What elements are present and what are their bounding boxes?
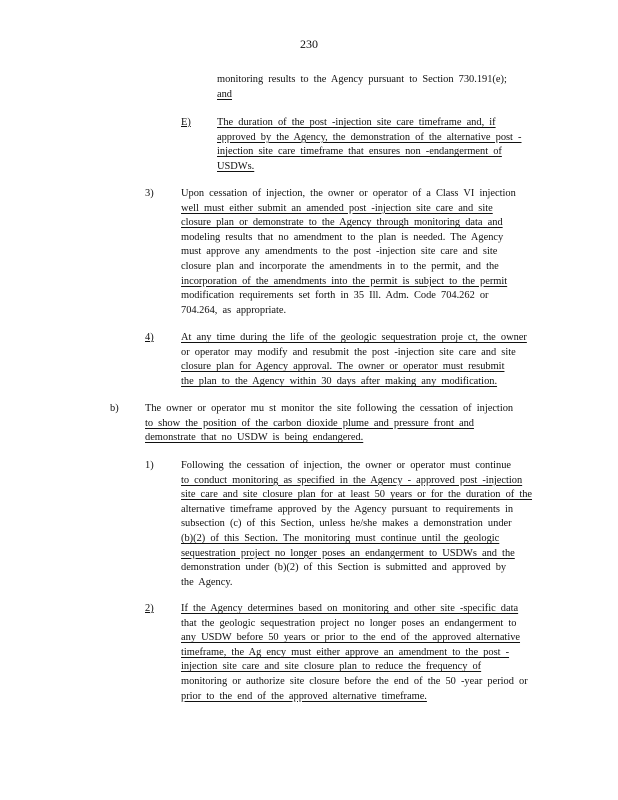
text-line: any USDW before 50 years or prior to the end of the approved alternative [181, 632, 521, 644]
text-line: prior to the end of the approved alternative timeframe. [181, 690, 427, 702]
text-line: demonstration under (b)(2) of this Section is submitted and approved by [181, 562, 507, 574]
item-4-label: 4) [145, 332, 154, 343]
item-3-paragraph [181, 187, 546, 318]
text-line: 704.264, as appropriate. [181, 304, 287, 316]
text-line: At any time during the life of the geologic sequestration proje ct, the owner [181, 332, 527, 343]
text-line: demonstrate that no USDW is being endangered. [145, 432, 364, 444]
item-e-label: E) [181, 117, 191, 128]
text-line: subsection (c) of this Section, unless he/she makes a demonstration under [181, 518, 512, 530]
text-line: If the Agency determines based on monitoring and other site -specific data [181, 603, 519, 614]
text-line: closure plan and incorporate the amendments in to the permit, and the [181, 260, 499, 272]
text-line: well must either submit an amended post -injection site care and site [181, 202, 493, 214]
item-b2-paragraph [181, 602, 546, 704]
text-line: injection site care timeframe that ensures non -endangerment of [217, 146, 502, 158]
text-line: site care and site closure plan for at least 50 years or for the duration of the [181, 489, 533, 501]
text-line: sequestration project no longer poses an endangerment to USDWs and the [181, 547, 515, 559]
text-line: closure plan for Agency approval. The owner or operator must resubmit [181, 361, 505, 373]
item-b1-label: 1) [145, 460, 154, 471]
item-b2-label: 2) [145, 603, 154, 614]
text-line: modeling results that no amendment to the plan is needed. The Agency [181, 231, 504, 243]
text-line: closure plan or demonstrate to the Agency through monitoring data and [181, 217, 503, 229]
item-b-label: b) [110, 403, 119, 414]
text-line: modification requirements set forth in 35 Ill. Adm. Code 704.262 or [181, 290, 489, 302]
item-b-paragraph [145, 402, 545, 446]
text-line: monitoring results to the Agency pursuant to Section 730.191(e); [217, 74, 507, 85]
text-line: and [217, 88, 233, 100]
text-line: The duration of the post -injection site care timeframe and, if [217, 117, 496, 128]
text-line: or operator may modify and resubmit the post -injection site care and site [181, 346, 516, 358]
text-line: the plan to the Agency within 30 days after making any modification. [181, 375, 498, 387]
text-line: Upon cessation of injection, the owner or operator of a Class VI injection [181, 188, 516, 199]
text-line: approved by the Agency, the demonstration of the alternative post - [217, 131, 522, 143]
text-line: to conduct monitoring as specified in the Agency - approved post -injection [181, 474, 523, 486]
continuation-paragraph [217, 73, 547, 102]
text-line: to show the position of the carbon dioxide plume and pressure front and [145, 417, 474, 429]
text-line: must approve any amendments to the post -injection site care and site [181, 246, 498, 258]
text-line: the Agency. [181, 576, 233, 588]
item-e-paragraph [217, 116, 547, 174]
text-line: Following the cessation of injection, the owner or operator must continue [181, 460, 512, 471]
item-3-label: 3) [145, 188, 154, 199]
text-line: USDWs. [217, 160, 255, 172]
item-4-paragraph [181, 331, 546, 389]
text-line: (b)(2) of this Section. The monitoring must continue until the geologic [181, 532, 500, 544]
text-line: The owner or operator mu st monitor the site following the cessation of injection [145, 403, 514, 414]
text-line: alternative timeframe approved by the Agency pursuant to requirements in [181, 503, 514, 515]
text-line: monitoring or authorize site closure before the end of the 50 -year period or [181, 675, 528, 687]
text-line: timeframe, the Ag ency must either approve an amendment to the post - [181, 646, 510, 658]
text-line: incorporation of the amendments into the permit is subject to the permit [181, 275, 508, 287]
page-number: 230 [300, 37, 318, 51]
text-line: injection site care and site closure plan to reduce the frequency of [181, 661, 482, 673]
text-line: that the geologic sequestration project no longer poses an endangerment to [181, 617, 517, 629]
item-b1-paragraph [181, 459, 546, 590]
